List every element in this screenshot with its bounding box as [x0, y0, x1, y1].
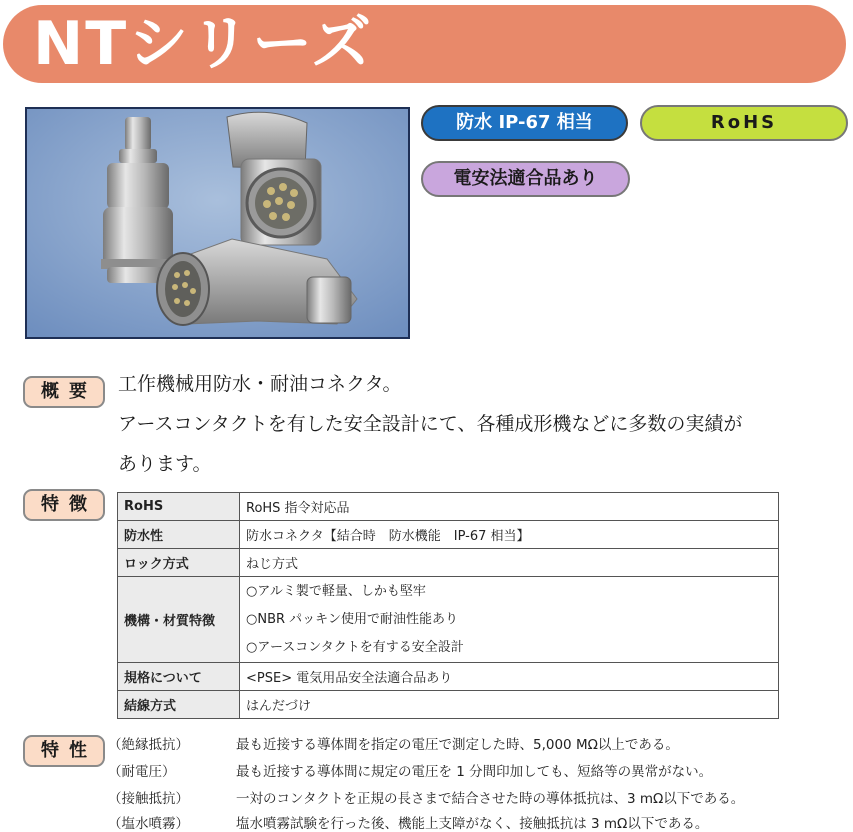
row-key-rohs: RoHS [118, 493, 240, 521]
row-key-waterproof: 防水性 [118, 521, 240, 549]
row-key-standard: 規格について [118, 663, 240, 691]
row-key-wiring: 結線方式 [118, 691, 240, 719]
table-row [118, 521, 779, 549]
features-table [117, 492, 779, 719]
badge-pse-compliant: 電安法適合品あり [421, 161, 630, 197]
row-key-mechanism: 機構・材質特徴 [118, 577, 240, 663]
badge-waterproof-ip67: 防水 IP-67 相当 [421, 105, 628, 141]
property-value-insulation: 最も近接する導体間を指定の電圧で測定した時、5,000 MΩ以上である。 [236, 737, 679, 753]
property-label-voltage: （耐電圧） [108, 764, 176, 780]
table-row [118, 663, 779, 691]
row-value-standard: <PSE> 電気用品安全法適合品あり [240, 663, 779, 691]
property-value-contact: 一対のコンタクトを正規の長さまで結合させた時の導体抵抗は、3 mΩ以下である。 [236, 791, 745, 807]
row-value-waterproof: 防水コネクタ【結合時 防水機能 IP-67 相当】 [240, 521, 779, 549]
row-value-mechanism [240, 577, 779, 663]
overview-line-1: 工作機械用防水・耐油コネクタ。 [118, 373, 402, 395]
features-tag: 特徴 [23, 489, 105, 521]
row-key-lock: ロック方式 [118, 549, 240, 577]
table-row [118, 493, 779, 521]
mechanism-item-3: ○アースコンタクトを有する安全設計 [246, 639, 464, 655]
mechanism-item-1: ○アルミ製で軽量、しかも堅牢 [246, 583, 426, 599]
properties-tag: 特性 [23, 735, 105, 767]
table-row [118, 691, 779, 719]
property-label-contact: （接触抵抗） [108, 791, 189, 807]
page-title: NTシリーズ [33, 9, 374, 79]
property-value-voltage: 最も近接する導体間に規定の電圧を 1 分間印加しても、短絡等の異常がない。 [236, 764, 713, 780]
product-photo [25, 107, 410, 339]
property-value-saltspray: 塩水噴霧試験を行った後、機能上支障がなく、接触抵抗は 3 mΩ以下である。 [236, 816, 709, 832]
overview-line-2: アースコンタクトを有した安全設計にて、各種成形機などに多数の実績が [118, 413, 743, 435]
connector-illustration [27, 109, 408, 337]
badge-rohs: RoHS [640, 105, 848, 141]
title-banner [3, 5, 846, 83]
row-value-rohs: RoHS 指令対応品 [240, 493, 779, 521]
row-value-wiring: はんだづけ [240, 691, 779, 719]
table-row [118, 549, 779, 577]
mechanism-item-2: ○NBR パッキン使用で耐油性能あり [246, 611, 459, 627]
overview-tag: 概要 [23, 376, 105, 408]
property-label-insulation: （絶縁抵抗） [108, 737, 189, 753]
table-row [118, 577, 779, 663]
property-label-saltspray: （塩水噴霧） [108, 816, 189, 832]
row-value-lock: ねじ方式 [240, 549, 779, 577]
overview-line-3: あります。 [118, 453, 212, 475]
